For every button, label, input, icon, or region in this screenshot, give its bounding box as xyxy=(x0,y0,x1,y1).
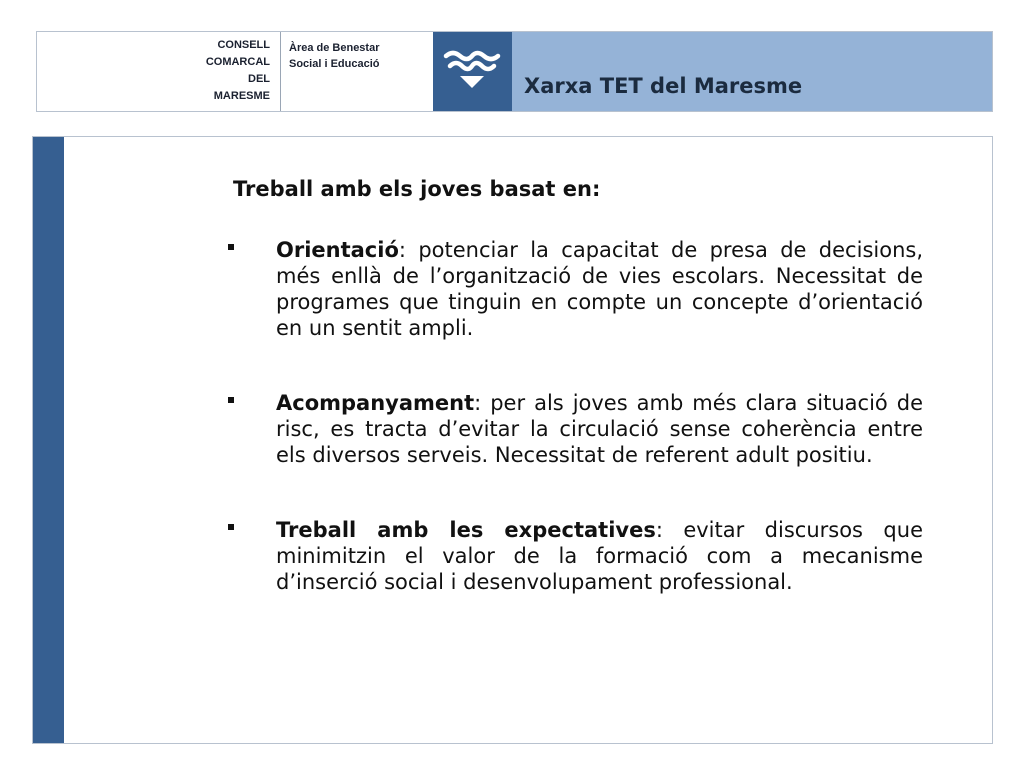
square-bullet-icon xyxy=(228,397,234,403)
page-title: Xarxa TET del Maresme xyxy=(524,74,803,98)
title-cell xyxy=(512,32,992,111)
bullet-term: Treball amb les expectatives xyxy=(276,518,656,542)
logo-line: DEL xyxy=(248,73,270,85)
waves-shield-icon xyxy=(443,50,501,90)
bullet-text xyxy=(276,390,923,468)
bullet-description: : potenciar la capacitat de presa de decisions, més enllà de l’organització de vies escolars. Necessitat de programes que tinguin en compte un concepte d’orientació en un sentit ampli. xyxy=(276,238,923,340)
list-item xyxy=(223,517,923,595)
bullet-term: Acompanyament xyxy=(276,391,475,415)
logo-line: MARESME xyxy=(213,90,270,102)
council-logo-text xyxy=(160,37,270,105)
bullet-text xyxy=(276,517,923,595)
bullet-list xyxy=(223,237,923,644)
area-label-text xyxy=(289,40,380,72)
logo-line: COMARCAL xyxy=(205,56,270,68)
bullet-description: : per als joves amb més clara situació de risc, es tracta d’evitar la circulació sense coherència entre els diversos serveis. Necessitat de referent adult positiu. xyxy=(276,391,923,467)
square-bullet-icon xyxy=(228,524,234,530)
council-logo xyxy=(37,32,281,111)
header-band xyxy=(36,31,993,112)
content-panel xyxy=(32,136,993,744)
side-accent-bar xyxy=(33,137,64,743)
emblem xyxy=(433,32,512,111)
square-bullet-icon xyxy=(228,244,234,250)
area-label xyxy=(280,32,433,111)
content-heading: Treball amb els joves basat en: xyxy=(233,177,601,201)
list-item xyxy=(223,237,923,341)
logo-line: CONSELL xyxy=(217,39,270,51)
area-line: Social i Educació xyxy=(289,58,380,70)
bullet-description: : evitar discursos que minimitzin el valor de la formació com a mecanisme d’inserció social i desenvolupament professional. xyxy=(276,518,923,594)
list-item xyxy=(223,390,923,468)
bullet-term: Orientació xyxy=(276,238,399,262)
area-line: Àrea de Benestar xyxy=(289,42,380,54)
bullet-text xyxy=(276,237,923,341)
